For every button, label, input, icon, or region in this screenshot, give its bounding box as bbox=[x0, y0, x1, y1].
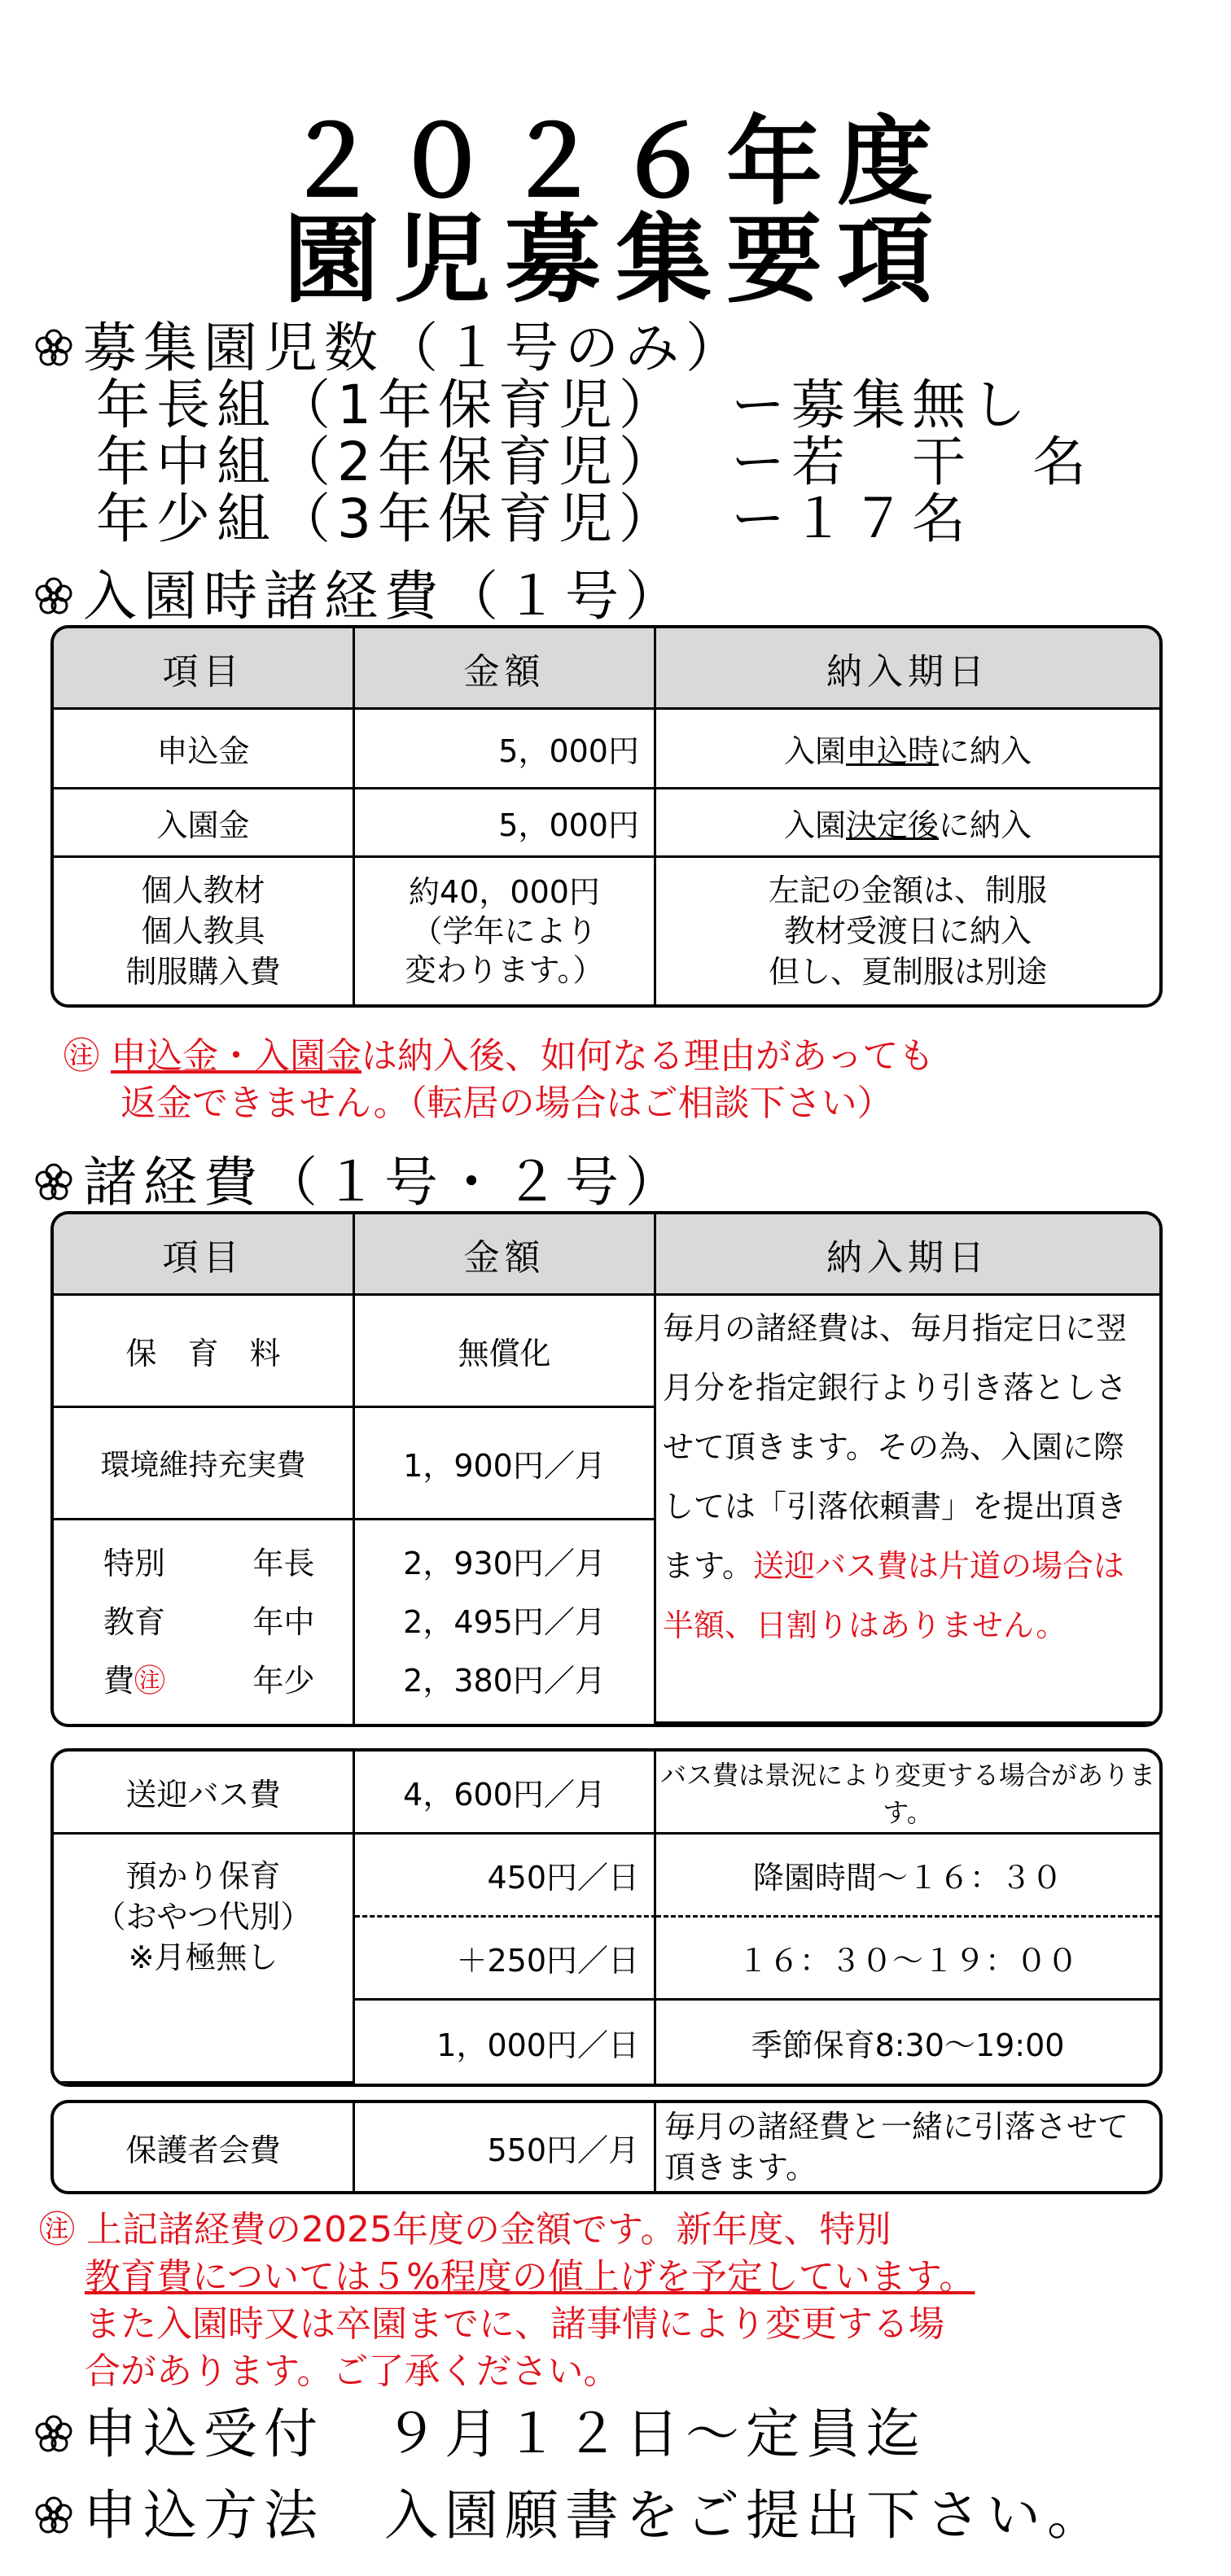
table-row bbox=[54, 1752, 1159, 1835]
entry-fees-note-line2: 返金できません。（転居の場合はご相談下さい） bbox=[120, 1082, 893, 1124]
page-title: ２０２６年度 bbox=[283, 106, 948, 218]
item-cell: 送迎バス費 bbox=[54, 1752, 355, 1835]
flower-icon bbox=[33, 575, 75, 618]
apply-reception: 申込受付 ９月１２日～定員迄 bbox=[33, 2408, 927, 2461]
col-header-due: 納入期日 bbox=[656, 1214, 1159, 1296]
flower-icon bbox=[33, 327, 75, 370]
item-cell: 保 育 料 bbox=[54, 1296, 355, 1408]
flower-icon bbox=[33, 1161, 75, 1204]
grade-cell: 年長 年中 年少 bbox=[215, 1520, 355, 1724]
col-header-item: 項目 bbox=[54, 1214, 355, 1296]
due-cell: 入園決定後に納入 bbox=[656, 789, 1159, 858]
entry-fees-table bbox=[50, 625, 1163, 1008]
amount-cell: 450円／日 bbox=[355, 1835, 656, 1918]
table-row bbox=[54, 2103, 1159, 2191]
bus-azukari-table bbox=[50, 1748, 1163, 2087]
amount-cell: 5，000円 bbox=[355, 710, 656, 789]
entry-fees-note: ㊟ 申込金・入園金は納入後、如何なる理由があっても bbox=[64, 1035, 935, 1077]
col-header-due: 納入期日 bbox=[656, 628, 1159, 710]
apply-method: 申込方法 入園願書をご提出下さい。 bbox=[33, 2489, 1107, 2543]
recruit-row-nensho: 年少組（3年保育児） ー１７名 bbox=[96, 488, 972, 550]
table-row bbox=[54, 710, 1159, 789]
amount-cell: 1，900円／月 bbox=[355, 1408, 656, 1520]
tokubetsu-label: 特別 教育 費㊟ bbox=[103, 1546, 166, 1699]
hogosha-table bbox=[50, 2100, 1163, 2194]
bottom-note-line4: 合があります。ご了承ください。 bbox=[85, 2351, 620, 2392]
table-row bbox=[54, 858, 1159, 1004]
amount-cell: 5，000円 bbox=[355, 789, 656, 858]
table-row bbox=[54, 789, 1159, 858]
amount-cell: 2，930円／月 2，495円／月 2，380円／月 bbox=[355, 1520, 656, 1724]
amount-cell: 約40，000円 （学年により 変わります。） bbox=[355, 858, 656, 1004]
amount-cell: ＋250円／日 bbox=[355, 1918, 656, 2001]
amount-cell: 550円／月 bbox=[355, 2103, 656, 2191]
amount-cell: 4，600円／月 bbox=[355, 1752, 656, 1835]
monthly-fees-heading: 諸経費（１号・２号） bbox=[33, 1156, 686, 1209]
recruit-heading: 募集園児数（１号のみ） bbox=[33, 321, 746, 375]
amount-cell: 1，000円／日 bbox=[355, 2001, 656, 2084]
item-cell: 保護者会費 bbox=[54, 2103, 355, 2191]
due-cell: 降園時間～１６：３０ bbox=[656, 1835, 1159, 1918]
amount-cell: 無償化 bbox=[355, 1296, 656, 1408]
page-subtitle: 園児募集要項 bbox=[283, 203, 948, 316]
bottom-note-line1: ㊟ 上記諸経費の2025年度の金額です。新年度、特別 bbox=[39, 2209, 891, 2250]
col-header-amount: 金額 bbox=[355, 628, 656, 710]
flower-icon bbox=[33, 2413, 75, 2456]
recruit-row-nencho: 年長組（1年保育児） ー募集無し bbox=[96, 374, 1032, 436]
due-cell: 入園申込時に納入 bbox=[656, 710, 1159, 789]
col-header-item: 項目 bbox=[54, 628, 355, 710]
due-cell: 左記の金額は、制服 教材受渡日に納入 但し、夏制服は別途 bbox=[768, 873, 1047, 990]
monthly-fees-table bbox=[50, 1211, 1163, 1727]
bottom-note-line3: また入園時又は卒園までに、諸事情により変更する場 bbox=[85, 2303, 944, 2345]
item-cell: 預かり保育 （おやつ代別） ※月極無し bbox=[54, 1835, 355, 2084]
due-cell: 季節保育8:30～19:00 bbox=[751, 2027, 1065, 2063]
item-cell: 申込金 bbox=[54, 710, 355, 789]
recruit-row-nenchu: 年中組（2年保育児） ー若 干 名 bbox=[96, 431, 1093, 493]
item-cell: 環境維持充実費 bbox=[54, 1408, 355, 1520]
item-cell: 入園金 bbox=[54, 789, 355, 858]
due-cell: １６：３０～１９：００ bbox=[656, 1918, 1159, 2001]
flower-icon bbox=[33, 2495, 75, 2537]
item-cell: 個人教材 個人教具 制服購入費 bbox=[54, 858, 355, 1004]
table-row bbox=[54, 1835, 1159, 1918]
table-row bbox=[54, 1296, 1159, 1408]
entry-fees-heading: 入園時諸経費（１号） bbox=[33, 570, 686, 623]
bottom-note-line2: 教育費については５%程度の値上げを予定しています。 bbox=[85, 2256, 975, 2298]
col-header-amount: 金額 bbox=[355, 1214, 656, 1296]
due-cell: 毎月の諸経費と一緒に引落させて頂きます。 bbox=[664, 2109, 1129, 2185]
due-text-cell: 毎月の諸経費は、毎月指定日に翌月分を指定銀行より引き落としさせて頂きます。その為、入園に際しては「引落依頼書」を提出頂きます。送迎バス費は片道の場合は半額、日割りはありません。 bbox=[656, 1296, 1159, 1724]
due-cell: バス費は景況により変更する場合があります。 bbox=[656, 1752, 1159, 1835]
